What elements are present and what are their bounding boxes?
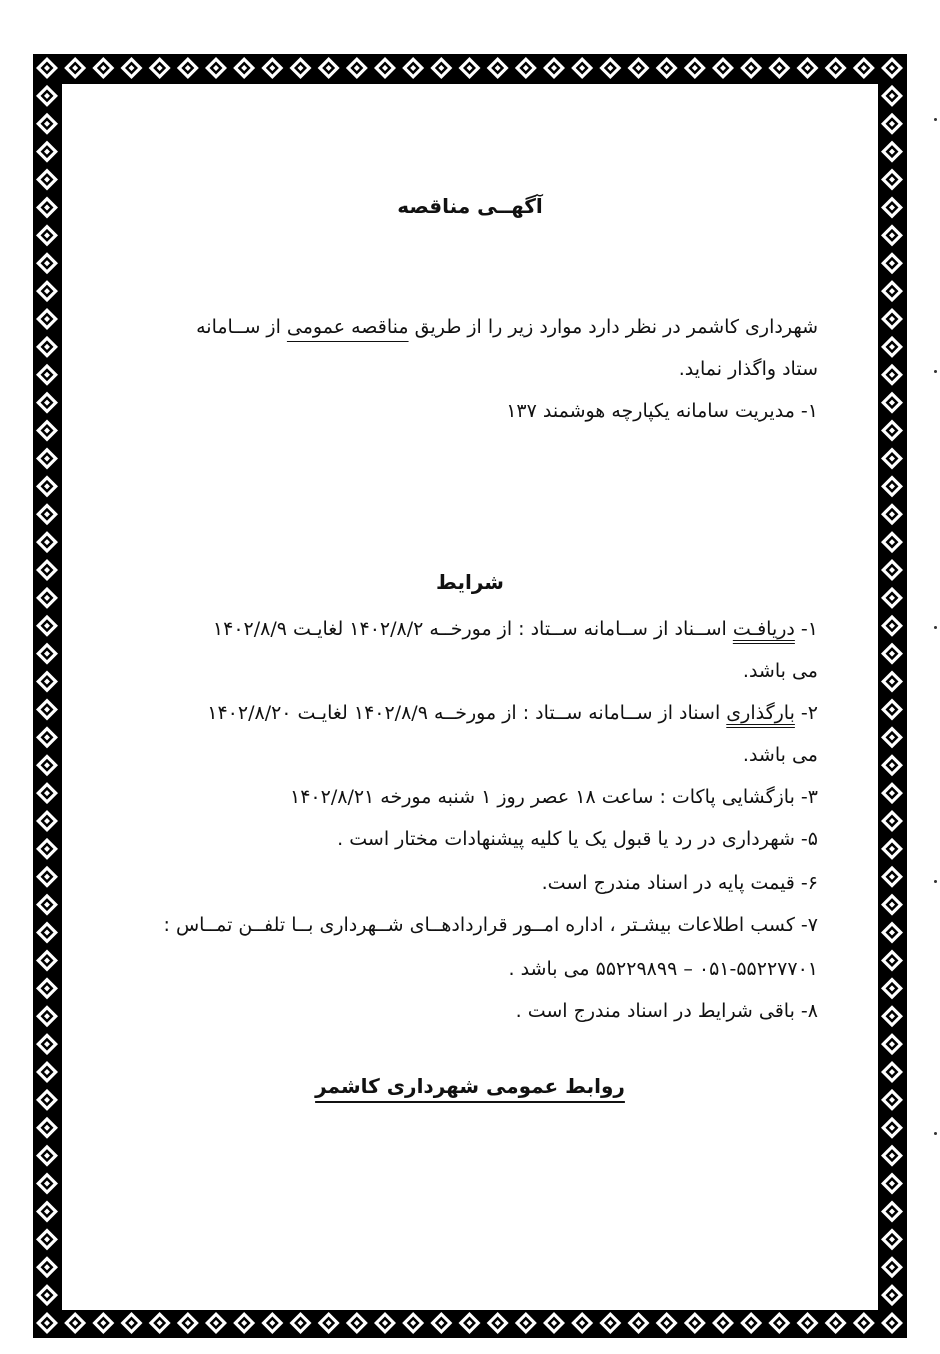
- margin-dot: [934, 626, 937, 629]
- condition-7-phones: ۰۵۱-۵۵۲۲۷۷۰۱ – ۵۵۲۲۹۸۹۹ می باشد .: [508, 958, 818, 980]
- condition-6: ۶- قیمت پایه در اسناد مندرج است.: [541, 872, 818, 894]
- margin-dot: [934, 370, 937, 373]
- condition-1-end: می باشد.: [742, 660, 818, 682]
- signature: روابط عمومی شهرداری کاشمر: [315, 1074, 625, 1098]
- condition-2-underlined: بارگذاری: [726, 702, 795, 724]
- intro-text-a: شهرداری کاشمر در نظر دارد موارد زیر را از طریق: [408, 316, 818, 338]
- margin-dot: [934, 880, 937, 883]
- condition-2-end: می باشد.: [742, 744, 818, 766]
- margin-dot: [934, 1132, 937, 1135]
- intro-line-1: [196, 316, 818, 338]
- condition-7: ۷- کسب اطلاعات بیشـتر ، اداره امــور قراردادهــای شــهرداری بــا تلفــن تمــاس :: [163, 914, 818, 936]
- condition-2: [207, 702, 818, 724]
- condition-3: ۳- بازگشایی پاکات : ساعت ۱۸ عصر روز ۱ شنبه مورخه ۱۴۰۲/۸/۲۱: [290, 786, 818, 808]
- intro-underlined-term: مناقصه عمومی: [286, 316, 409, 338]
- intro-text-b: از ســامانه: [196, 316, 287, 338]
- condition-1: [213, 618, 818, 640]
- notice-body: [62, 84, 878, 1310]
- condition-1-underlined: دریافـت: [732, 618, 795, 640]
- condition-2-number: ۲-: [794, 702, 818, 724]
- condition-1-number: ۱-: [794, 618, 818, 640]
- condition-1-text: اســناد از ســامانه ســتاد : از مورخــه ۱۴۰۲/۸/۲ لغایـت ۱۴۰۲/۸/۹: [212, 618, 733, 640]
- condition-8: ۸- باقی شرایط در اسناد مندرج است .: [515, 1000, 818, 1022]
- margin-dot: [934, 118, 937, 121]
- conditions-heading: شرایط: [436, 570, 504, 594]
- intro-line-2: ستاد واگذار نماید.: [678, 358, 818, 380]
- page-title: آگهــی مناقصه: [397, 194, 543, 218]
- condition-5: ۵- شهرداری در رد یا قبول یک یا کلیه پیشنهادات مختار است .: [337, 828, 818, 850]
- condition-2-text: اسناد از ســامانه ســتاد : از مورخــه ۱۴۰۲/۸/۹ لغایـت ۱۴۰۲/۸/۲۰: [207, 702, 727, 724]
- tender-item-1: ۱- مدیریت سامانه یکپارچه هوشمند ۱۳۷: [506, 400, 818, 422]
